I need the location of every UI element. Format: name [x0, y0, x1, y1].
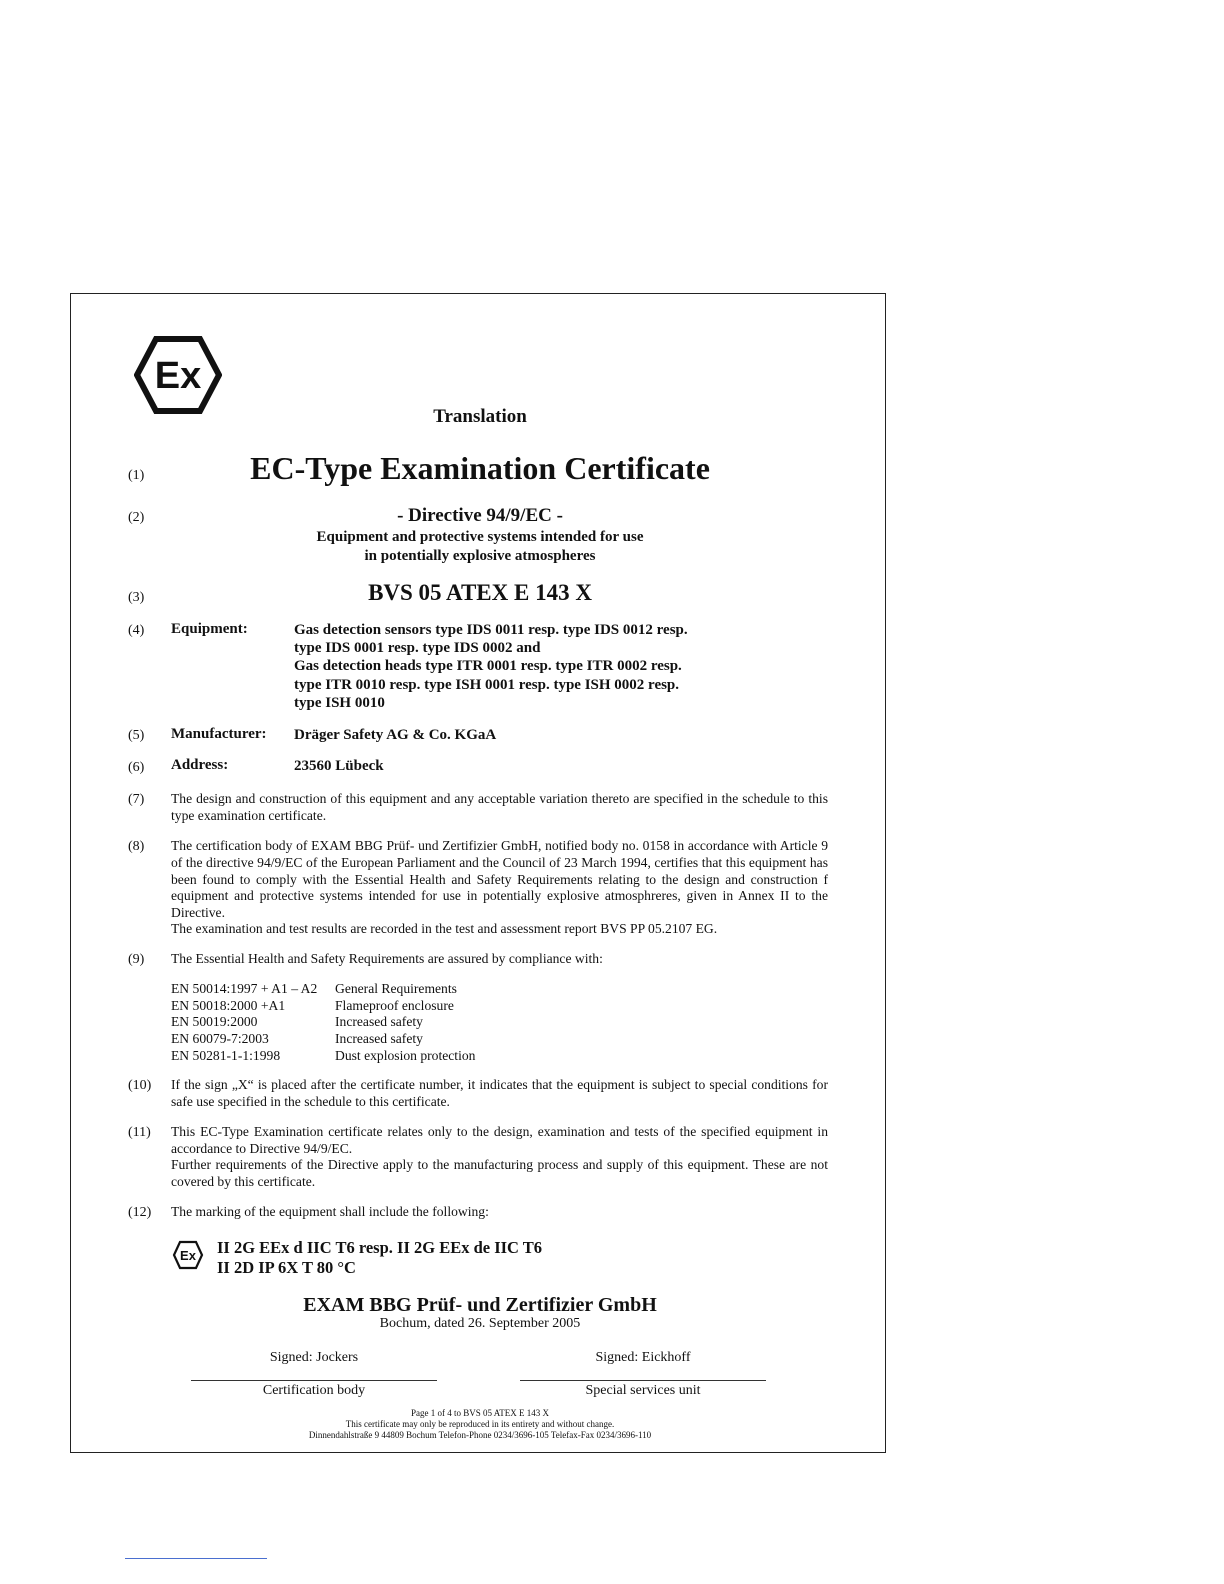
item-number: (6) [128, 760, 145, 775]
item-number: (3) [128, 590, 145, 605]
standard-row [171, 1048, 475, 1065]
paragraph-8: The certification body of EXAM BBG Prüf- und Zertifizier GmbH, notified body no. 0158 in accordance with Article 9 of the directive 94/9/EC of the European Parliament and the Council of 23 March 1994, certifies that this equipment has been found to comply with the Essential Health and Safety Requirements relating to the design and construction f equipment and protective systems intended for use in potentially explosive atmosphreres, given in Annex II to the Directive. [171, 838, 828, 921]
paragraph-9: The Essential Health and Safety Requirements are assured by compliance with: [171, 951, 603, 966]
manufacturer-value: Dräger Safety AG & Co. KGaA [294, 727, 497, 743]
left-signed: Signed: Jockers [269, 1350, 359, 1365]
equipment-line: type ITR 0010 resp. type ISH 0001 resp. type ISH 0002 resp. [294, 676, 680, 693]
item-number: (4) [128, 623, 145, 638]
address-value: 23560 Lübeck [294, 758, 384, 774]
standard-code: EN 60079-7:2003 [171, 1031, 269, 1047]
standard-desc: Increased safety [335, 1014, 423, 1030]
standard-code: EN 50019:2000 [171, 1014, 258, 1030]
item-number: (2) [128, 510, 145, 525]
subtitle-line: Equipment and protective systems intended for use [316, 529, 644, 545]
signature-line-left [191, 1380, 437, 1381]
equipment-marking [217, 1238, 542, 1277]
paragraph-7: The design and construction of this equipment and any acceptable variation thereto are specified in the schedule to this type examination certificate. [171, 791, 828, 823]
item-number: (5) [128, 728, 145, 743]
right-signed: Signed: Eickhoff [595, 1350, 691, 1365]
item-number: (7) [128, 792, 145, 807]
equipment-line: type ISH 0010 [294, 694, 385, 711]
standard-row [171, 998, 475, 1015]
equipment-line: type IDS 0001 resp. type IDS 0002 and [294, 640, 541, 657]
translation-label: Translation [433, 406, 527, 427]
item-number: (11) [128, 1125, 151, 1140]
paragraph-12: The marking of the equipment shall include the following: [171, 1204, 489, 1219]
standard-desc: Dust explosion protection [335, 1047, 476, 1063]
marking-line: II 2G EEx d IIC T6 resp. II 2G EEx de IIC T6 [217, 1238, 543, 1257]
paragraph-11a: This EC-Type Examination certificate relates only to the design, examination and tests of the specified equipment in accordance to Directive 94/9/EC. [171, 1124, 828, 1156]
standard-desc: General Requirements [335, 981, 457, 996]
directive-subtitle [230, 528, 730, 566]
address-label: Address: [171, 757, 229, 773]
equipment-line: Gas detection heads type ITR 0001 resp. type ITR 0002 resp. [294, 658, 682, 675]
standard-row [171, 1031, 475, 1048]
bottom-rule [125, 1558, 267, 1559]
standard-desc: Flameproof enclosure [335, 997, 454, 1013]
paragraph-10: If the sign „X“ is placed after the certificate number, it indicates that the equipment is subject to special conditions for safe use specified in the schedule to this certificate. [171, 1077, 828, 1109]
item-number: (10) [128, 1078, 152, 1093]
standard-code: EN 50014:1997 + A1 – A2 [171, 981, 318, 996]
paragraph-8b: The examination and test results are recorded in the test and assessment report BVS PP 05.2107 EG. [171, 921, 718, 936]
item-number: (1) [128, 468, 145, 483]
marking-line: II 2D IP 6X T 80 °C [217, 1257, 356, 1277]
issuing-company: EXAM BBG Prüf- und Zertifizier GmbH [303, 1294, 657, 1316]
directive-title: - Directive 94/9/EC - [397, 505, 563, 526]
ex-mark-icon [172, 1240, 204, 1270]
manufacturer-label: Manufacturer: [171, 726, 267, 742]
standards-list [171, 981, 475, 1065]
page-title: EC-Type Examination Certificate [250, 450, 710, 486]
certificate-number: BVS 05 ATEX E 143 X [368, 580, 592, 605]
paragraph-11b: Further requirements of the Directive apply to the manufacturing process and supply of this equipment. These are not covered by this certificate. [171, 1157, 828, 1189]
ex-logo-text: Ex [154, 355, 202, 397]
item-number: (8) [128, 839, 145, 854]
issue-date: Bochum, dated 26. September 2005 [379, 1316, 581, 1331]
equipment-line: Gas detection sensors type IDS 0011 resp. type IDS 0012 resp. [294, 622, 688, 638]
subtitle-line: in potentially explosive atmospheres [364, 548, 596, 564]
item-number: (12) [128, 1205, 152, 1220]
equipment-value [294, 621, 764, 712]
ex-logo-icon [134, 336, 222, 414]
standard-code: EN 50018:2000 +A1 [171, 997, 286, 1013]
item-number: (9) [128, 952, 145, 967]
equipment-label: Equipment: [171, 621, 248, 637]
ex-mark-text: Ex [180, 1248, 196, 1263]
standard-row [171, 1014, 475, 1031]
footer-notice: This certificate may only be reproduced in its entirety and without change. [345, 1419, 615, 1429]
left-role: Certification body [262, 1383, 366, 1398]
footer-page: Page 1 of 4 to BVS 05 ATEX E 143 X [411, 1408, 549, 1418]
standard-desc: Increased safety [335, 1031, 423, 1047]
signature-line-right [520, 1380, 766, 1381]
footer-contact: Dinnendahlstraße 9 44809 Bochum Telefon-Phone 0234/3696-105 Telefax-Fax 0234/3696-110 [308, 1430, 652, 1440]
standard-row [171, 981, 475, 998]
standard-code: EN 50281-1-1:1998 [171, 1047, 281, 1063]
right-role: Special services unit [585, 1383, 701, 1398]
